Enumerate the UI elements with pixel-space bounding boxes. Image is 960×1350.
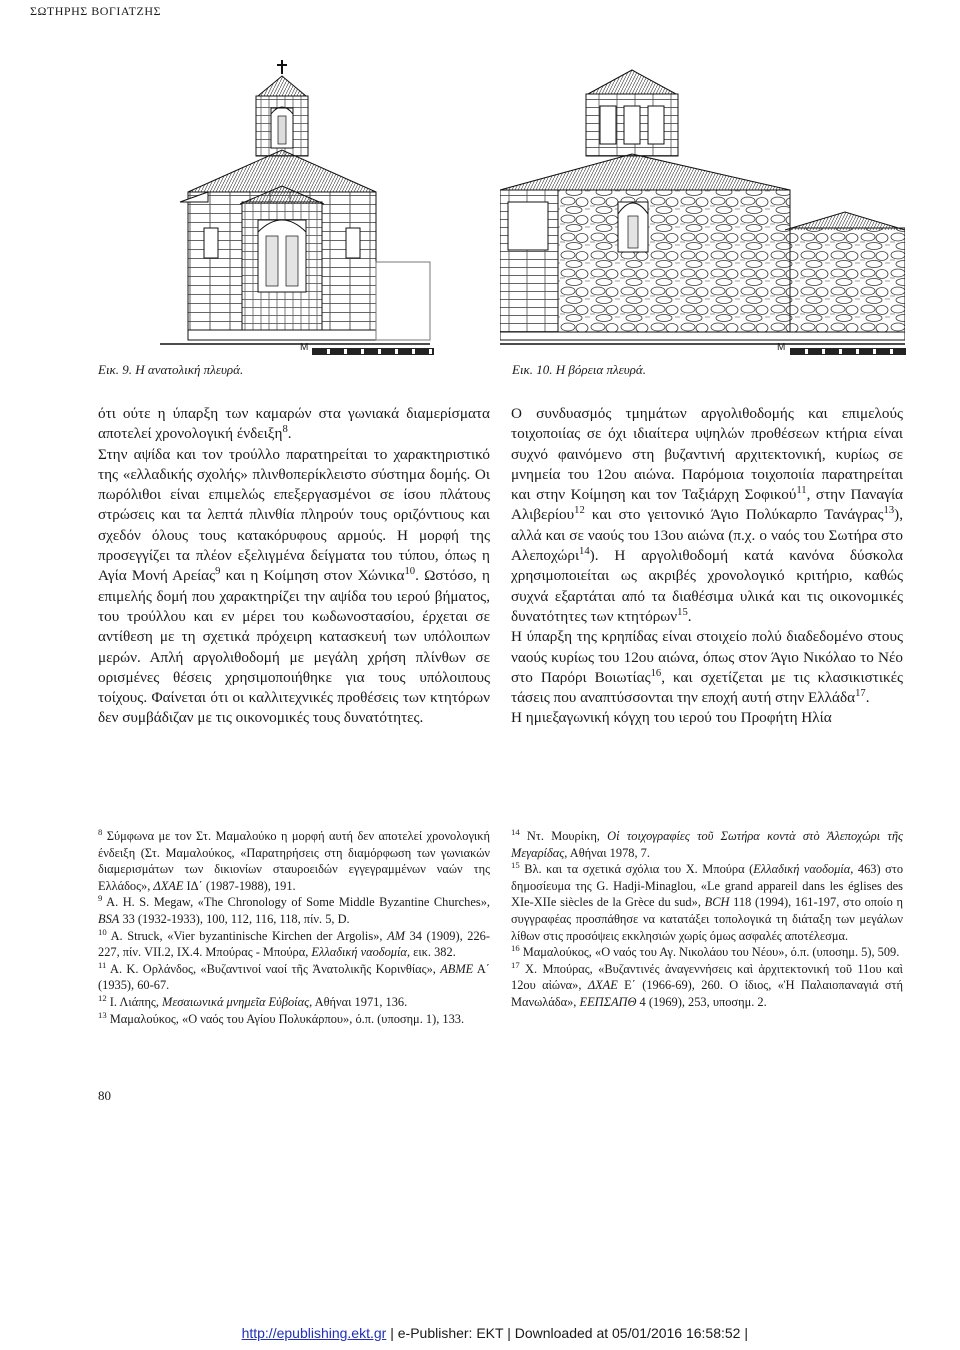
footnote: $^{12}$ Ι. Λιάπης, Μεσαιωνικά μνημεῖα Εὐβοίας, Αθήναι 1971, 136. — [98, 992, 408, 1009]
footnotes-right — [511, 828, 903, 1011]
footnote: $^{10}$ A. Struck, «Vier byzantinische Kirchen der Argolis», AM 34 (1909), 226-227, πίν. VII.2, IX.4. Μπούρας - Μπούρα, Ελλαδική ναοδομία, εικ. 382. — [98, 926, 490, 960]
footnote: $^9$ A. H. S. Megaw, «The Chronology of Some Middle Byzantine Churches», BSA 33 (1932-1933), 100, 112, 116, 118, πίν. 5, D. — [98, 893, 490, 926]
footnote: $^8$ Σύμφωνα με τον Στ. Μαμαλούκο η μορφή αυτή δεν αποτελεί χρονολογική ένδειξη (Στ. Μαμαλούκος, «Παρατηρήσεις στη διαμόρφωση των γωνιακών διαμερισμάτων των δικιονίων σταυροειδών εγγεγραμμένων ναών της Ελλάδος», ΔΧΑΕ ΙΔ΄ (1987-1988), 191. — [98, 826, 490, 893]
footnote: $^{16}$ Μαμαλούκος, «Ο ναός του Αγ. Νικολάου του Νέου», ό.π. (υποσημ. 5), 509. — [511, 943, 900, 960]
scale-bar-fig9 — [312, 348, 434, 355]
figure-north-elevation — [500, 52, 905, 352]
scale-label-fig9: M — [300, 342, 309, 353]
left-paragraph: Στην αψίδα και τον τρούλλο παρατηρείται το χαρακτηριστικό της «ελλαδικής σχολής» πλινθοπερίκλειστο σύστημα δομής. Οι πωρόλιθοι είναι επιμελώς επεξεργασμένοι σε ίσου πλάτους στρώσεις και τα λεπτά πλινθία πληρούν τους οριζόντιους και σχεδόν όλους τους κατακόρυφους αρμούς. Η μορφή της προσεγγίζει τα πλέον εξελιγμένα δείγματα του τύπου, όπως η Αγία Μονή Αρείας$^9$ και η Κοίμηση στον Χώνικα$^{10}$. Ωστόσο, η επιμελής δομή που χαρακτηρίζει την αψίδα του ιερού βήματος, του τρούλλου και εν μέρει του κωδωνοστασίου, έρχεται σε αντίθεση με τη σχετικά πρόχειρη κατασκευή των υπόλοιπων μερών. Απλή αργολιθοδομή με μεγάλη χρήση πλίνθων σε ορισμένες θέσεις χρησιμοποιήθηκε για τους υπόλοιπους τοίχους. Φαίνεται ότι οι καλλιτεχνικές προθέσεις των κτητόρων δεν συμβάδιζαν με τις οικονομικές τους δυνατότητες. — [98, 445, 490, 727]
right-paragraph: Η ημιεξαγωνική κόγχη του ιερού του Προφήτη Ηλία — [511, 709, 832, 727]
figure-east-elevation — [160, 52, 445, 352]
footnote: $^{13}$ Μαμαλούκος, «Ο ναός του Αγίου Πολυκάρπου», ό.π. (υποσημ. 1), 133. — [98, 1009, 465, 1026]
scale-label-fig10: M — [777, 342, 786, 353]
publisher-link[interactable]: http://epublishing.ekt.gr — [241, 1325, 387, 1341]
footer-info: | e-Publisher: EKT | Downloaded at 05/01/2016 16:58:52 | — [386, 1325, 748, 1341]
caption-fig10: Εικ. 10. Η βόρεια πλευρά. — [512, 362, 646, 377]
footnote: $^{17}$ Χ. Μπούρας, «Βυζαντινές ἀναγεννήσεις καὶ ἀρχιτεκτονική τοῦ 11ου καὶ 12ου αἰώνα», ΔΧΑΕ Ε΄ (1966-69), 260. Ο ίδιος, «Ἡ Παλαιοπαναγιά στή Μανωλάδα», ΕΕΠΣΑΠΘ 4 (1969), 253, υποσημ. 2. — [511, 959, 903, 1009]
footnote: $^{11}$ Α. Κ. Ορλάνδος, «Βυζαντινοί ναοί τῆς Ἀνατολικῆς Κορινθίας», ΑΒΜΕ Α΄ (1935), 60-67. — [98, 959, 490, 993]
download-footer — [0, 1325, 960, 1347]
left-text-column — [98, 404, 490, 729]
footnote: $^{15}$ Βλ. και τα σχετικά σχόλια του Χ. Μπούρα (Ελλαδική ναοδομία, 463) στο δημοσίευμα της G. Hadji-Minaglou, «Le grand appareil dans les églises des XIe-XIIe siècles de la Grèce du sud», BCH 118 (1994), 161-197, στο οποίο η συγγραφέας προσπάθησε να κατατάξει τοπολογικά τη διάταξη των μεγάλων λίθων στις προσόψεις εκκλησιών χωρίς όμως ασφαλές αποτέλεσμα. — [511, 860, 904, 943]
left-paragraph: ότι ούτε η ύπαρξη των καμαρών στα γωνιακά διαμερίσματα αποτελεί χρονολογική ένδειξη$^8$. — [98, 405, 490, 443]
footnotes-left — [98, 828, 490, 1027]
footnote: $^{14}$ Ντ. Μουρίκη, Οἱ τοιχογραφίες τοῦ Σωτήρα κοντὰ στὸ Ἀλεποχώρι τῆς Μεγαρίδας, Αθήναι 1978, 7. — [511, 826, 903, 860]
running-header: ΣΩΤΗΡΗΣ ΒΟΓΙΑΤΖΗΣ — [30, 4, 161, 18]
caption-fig9: Εικ. 9. Η ανατολική πλευρά. — [98, 362, 244, 377]
right-paragraph: Η ύπαρξη της κρηπίδας είναι στοιχείο πολύ διαδεδομένο στους ναούς κυρίως του 12ου αιώνα, όπως στον Άγιο Νικόλαο το Νέο στο Παρόρι Βοιωτίας$^{16}$, και σχετίζεται με τις κλασικιστικές τάσεις που αναπτύσσονται την εποχή αυτή στην Ελλάδα$^{17}$. — [511, 628, 903, 707]
scale-bar-fig10 — [790, 348, 906, 355]
east-elevation-drawing — [160, 52, 445, 352]
right-text-column — [511, 404, 903, 729]
north-elevation-drawing — [500, 52, 905, 352]
page-number: 80 — [98, 1088, 111, 1103]
right-paragraph: Ο συνδυασμός τμημάτων αργολιθοδομής και επιμελούς τοιχοποιίας σε όχι ιδιαίτερα υψηλών προθέσεων κτήρια είναι συχνό φαινόμενο στη βυζαντινή αρχιτεκτονική, κυρίως σε μνημεία του 12ου αιώνα. Παρόμοια τοιχοποιία παρατηρείται και στην Κοίμηση και τον Ταξιάρχη Σοφικού$^{11}$, στην Παναγία Αλιβερίου$^{12}$ και στο γειτονικό Άγιο Πολύκαρπο Τανάγρας$^{13}$), αλλά και σε ναούς του 13ου αιώνα (π.χ. ο ναός του Σωτήρα στο Αλεποχώρι$^{14}$). Η αργολιθοδομή κατά κανόνα δύσκολα χρησιμοποιείται ως ακριβές χρονολογικό κριτήριο, καθώς συχνά εξαρτάται από τα διαθέσιμα υλικά και τις οικονομικές δυνατότητες των κτητόρων$^{15}$. — [511, 405, 903, 625]
